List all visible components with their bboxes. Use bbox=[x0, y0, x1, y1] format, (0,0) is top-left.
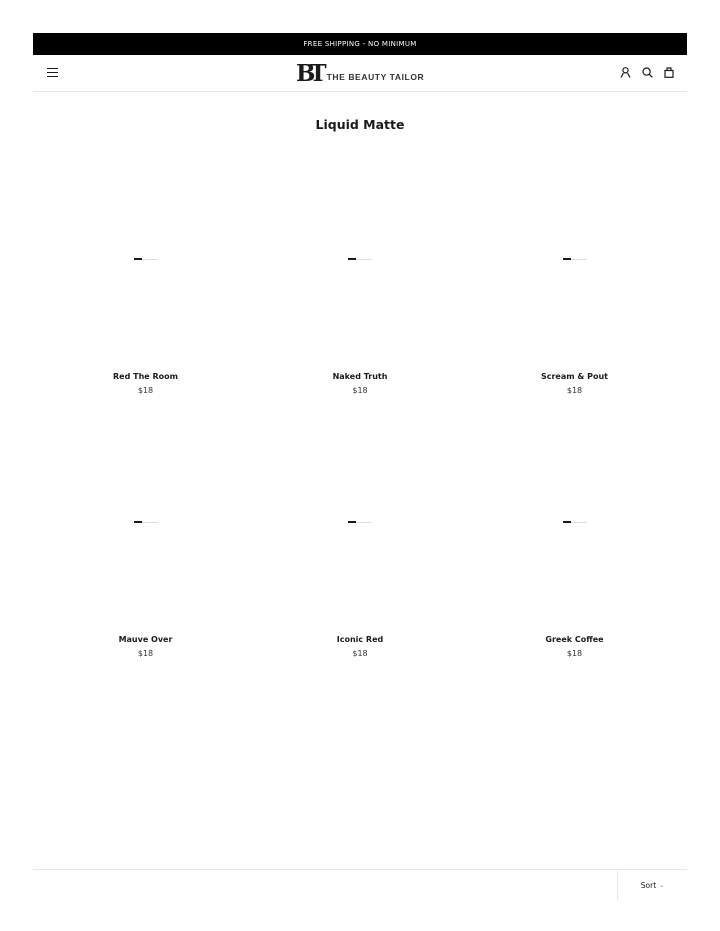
product-grid bbox=[40, 140, 680, 666]
product-price: $18 bbox=[566, 649, 583, 658]
logo-mark: BT bbox=[296, 60, 321, 87]
product-image[interactable] bbox=[469, 403, 680, 630]
product-price: $18 bbox=[352, 386, 368, 395]
logo[interactable] bbox=[296, 60, 425, 87]
sort-button[interactable] bbox=[617, 870, 687, 900]
announcement-bar bbox=[33, 33, 687, 55]
product-image[interactable] bbox=[255, 403, 466, 630]
announcement-text: FREE SHIPPING - NO MINIMUM bbox=[303, 40, 417, 48]
logo-text: THE BEAUTY TAILOR bbox=[326, 71, 425, 82]
product-image[interactable] bbox=[40, 140, 251, 367]
product-price: $18 bbox=[566, 386, 583, 395]
product-price: $18 bbox=[137, 386, 154, 395]
loading-placeholder-icon bbox=[563, 258, 587, 260]
product-name[interactable]: Naked Truth bbox=[332, 372, 388, 381]
product-card[interactable] bbox=[40, 403, 251, 666]
header-actions bbox=[620, 67, 674, 78]
account-icon[interactable] bbox=[620, 67, 631, 78]
product-image[interactable] bbox=[40, 403, 251, 630]
product-name[interactable]: Greek Coffee bbox=[545, 635, 604, 644]
cart-icon[interactable] bbox=[664, 67, 674, 78]
product-price: $18 bbox=[352, 649, 368, 658]
loading-placeholder-icon bbox=[134, 258, 158, 260]
collection-toolbar bbox=[33, 869, 687, 900]
menu-icon[interactable] bbox=[47, 68, 58, 77]
site-header bbox=[33, 55, 687, 92]
search-icon[interactable] bbox=[642, 67, 653, 78]
collection-title: Liquid Matte bbox=[315, 117, 405, 132]
loading-placeholder-icon bbox=[348, 521, 372, 523]
product-price: $18 bbox=[137, 649, 154, 658]
product-card[interactable] bbox=[469, 140, 680, 403]
product-card[interactable] bbox=[40, 140, 251, 403]
loading-placeholder-icon bbox=[134, 521, 158, 523]
product-image[interactable] bbox=[469, 140, 680, 367]
product-card[interactable] bbox=[469, 403, 680, 666]
sort-label: Sort bbox=[640, 880, 657, 890]
loading-placeholder-icon bbox=[563, 521, 587, 523]
chevron-down-icon: ⌄ bbox=[659, 881, 665, 889]
product-name[interactable]: Scream & Pout bbox=[540, 372, 609, 381]
product-name[interactable]: Mauve Over bbox=[118, 635, 173, 644]
loading-placeholder-icon bbox=[348, 258, 372, 260]
product-image[interactable] bbox=[255, 140, 466, 367]
product-name[interactable]: Red The Room bbox=[113, 372, 178, 381]
product-card[interactable] bbox=[255, 403, 466, 666]
product-name[interactable]: Iconic Red bbox=[336, 635, 384, 644]
product-card[interactable] bbox=[255, 140, 466, 403]
